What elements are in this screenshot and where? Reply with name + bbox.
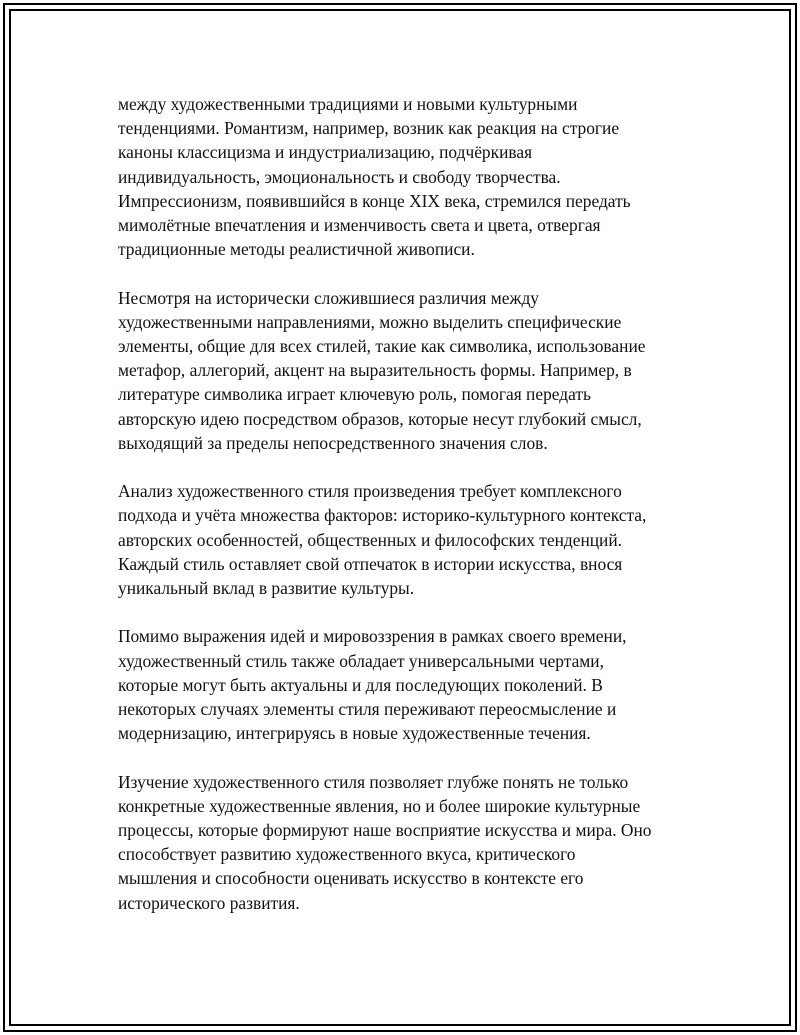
text-line: Несмотря на исторически сложившиеся различия между bbox=[118, 287, 540, 308]
text-line: уникальный вклад в развитие культуры. bbox=[118, 578, 415, 599]
text-line: литературе символика играет ключевую роль, помогая передать bbox=[118, 384, 591, 405]
paragraph-5 bbox=[118, 770, 698, 915]
text-line: которые могут быть актуальны и для последующих поколений. В bbox=[118, 674, 603, 695]
paragraph-1 bbox=[118, 92, 698, 261]
paragraph-3 bbox=[118, 479, 698, 600]
document-body bbox=[118, 92, 698, 939]
text-line: Помимо выражения идей и мировоззрения в рамках своего времени, bbox=[118, 626, 627, 647]
text-line: художественными направлениями, можно выделить специфические bbox=[118, 311, 622, 332]
text-line: способствует развитию художественного вкуса, критического bbox=[118, 844, 576, 865]
text-line: метафор, аллегорий, акцент на выразительность формы. Например, в bbox=[118, 360, 632, 381]
text-line: элементы, общие для всех стилей, такие как символика, использование bbox=[118, 336, 646, 357]
text-line: Анализ художественного стиля произведения требует комплексного bbox=[118, 481, 622, 502]
text-line: традиционные методы реалистичной живописи. bbox=[118, 239, 475, 260]
text-line: тенденциями. Романтизм, например, возник как реакция на строгие bbox=[118, 118, 620, 139]
text-line: авторскую идею посредством образов, которые несут глубокий смысл, bbox=[118, 408, 642, 429]
paragraph-2 bbox=[118, 286, 698, 455]
text-line: художественный стиль также обладает универсальными чертами, bbox=[118, 650, 604, 671]
text-line: некоторых случаях элементы стиля переживают переосмысление и bbox=[118, 699, 617, 720]
text-line: процессы, которые формируют наше восприятие искусства и мира. Оно bbox=[118, 820, 652, 841]
text-line: выходящий за пределы непосредственного значения слов. bbox=[118, 432, 548, 453]
text-line: конкретные художественные явления, но и более широкие культурные bbox=[118, 795, 641, 816]
text-line: между художественными традициями и новыми культурными bbox=[118, 94, 578, 114]
text-line: каноны классицизма и индустриализацию, подчёркивая bbox=[118, 142, 533, 163]
text-line: мимолётные впечатления и изменчивость света и цвета, отвергая bbox=[118, 215, 601, 236]
text-line: авторских особенностей, общественных и философских тенденций. bbox=[118, 529, 623, 550]
text-line: Импрессионизм, появившийся в конце XIX века, стремился передать bbox=[118, 190, 631, 211]
text-line: модернизацию, интегрируясь в новые художественные течения. bbox=[118, 723, 591, 744]
paragraph-4 bbox=[118, 624, 698, 745]
text-line: исторического развития. bbox=[118, 892, 300, 913]
text-line: подхода и учёта множества факторов: историко-культурного контекста, bbox=[118, 505, 647, 526]
text-line: Изучение художественного стиля позволяет глубже понять не только bbox=[118, 771, 629, 792]
text-line: индивидуальность, эмоциональность и свободу творчества. bbox=[118, 166, 561, 187]
text-line: мышления и способности оценивать искусство в контексте его bbox=[118, 868, 584, 889]
text-line: Каждый стиль оставляет свой отпечаток в истории искусства, внося bbox=[118, 553, 623, 574]
